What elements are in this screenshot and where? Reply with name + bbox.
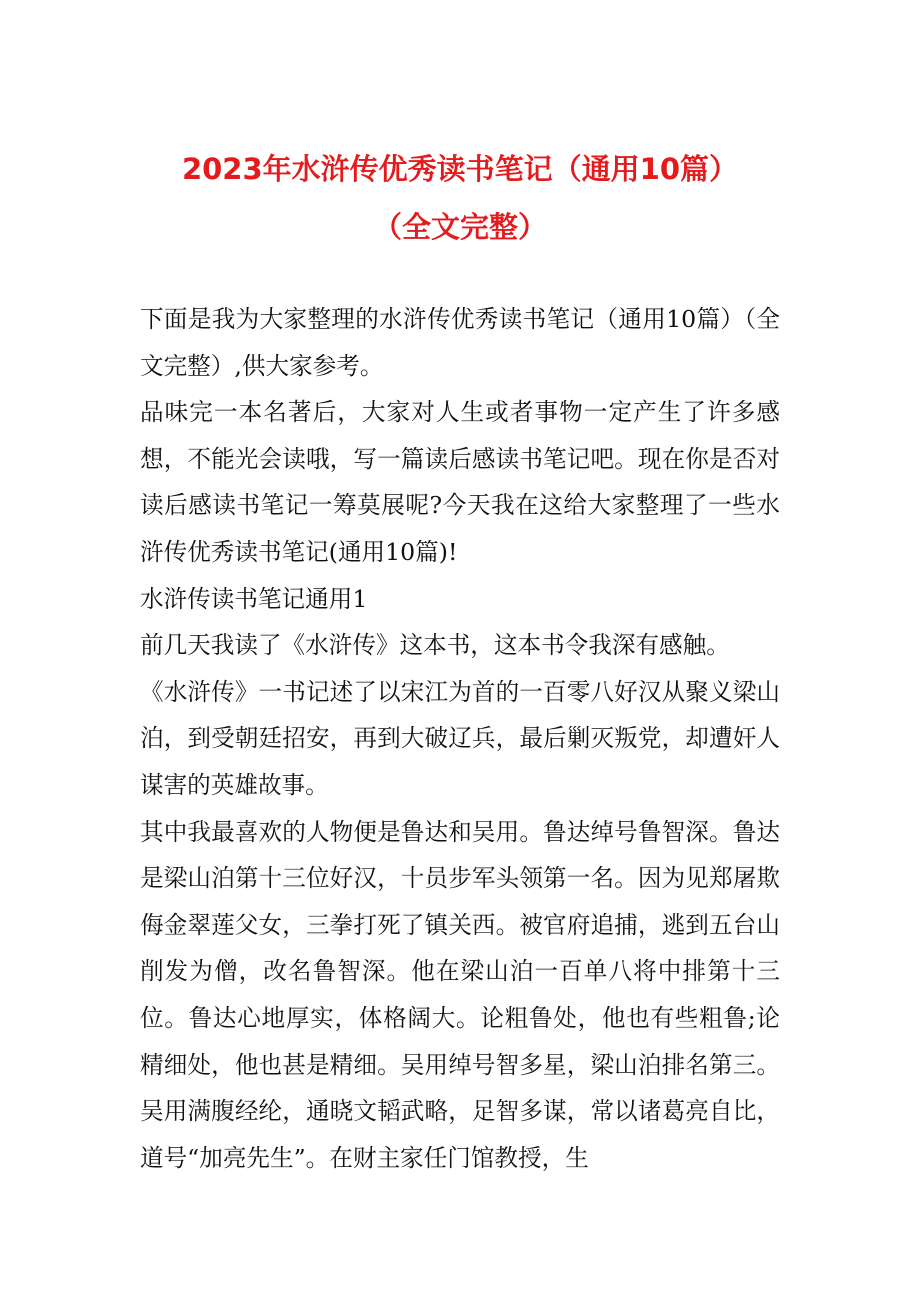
title-line-1: 2023年水浒传优秀读书笔记（通用10篇） (181, 152, 739, 186)
title-line-2: （全文完整） (372, 210, 547, 244)
document-body (140, 296, 780, 1181)
intro-paragraph: 下面是我为大家整理的水浒传优秀读书笔记（通用10篇）（全文完整）,供大家参考。 (140, 305, 780, 380)
body-paragraph: 《水浒传》一书记述了以宋江为首的一百零八好汉从聚义梁山泊，到受朝廷招安，再到大破辽兵，最后剿灭叛党，却遭奸人谋害的英雄故事。 (140, 677, 780, 799)
body-paragraph: 其中我最喜欢的人物便是鲁达和吴用。鲁达绰号鲁智深。鲁达是梁山泊第十三位好汉，十员步军头领第一名。因为见郑屠欺侮金翠莲父女，三拳打死了镇关西。被官府追捕，逃到五台山削发为僧，改名鲁智深。他在梁山泊一百单八将中排第十三位。鲁达心地厚实，体格阔大。论粗鲁处，他也有些粗鲁;论精细处，他也甚是精细。吴用绰号智多星，梁山泊排名第三。吴用满腹经纶，通晓文韬武略，足智多谋，常以诸葛亮自比，道号“加亮先生”。在财主家任门馆教授，生 (140, 817, 780, 1172)
section-heading: 水浒传读书笔记通用1 (140, 584, 368, 613)
preface-paragraph: 品味完一本名著后，大家对人生或者事物一定产生了许多感想，不能光会读哦，写一篇读后感读书笔记吧。现在你是否对读后感读书笔记一筹莫展呢?今天我在这给大家整理了一些水浒传优秀读书笔记(通用10篇)! (140, 398, 780, 566)
document-title (140, 140, 780, 256)
body-paragraph: 前几天我读了《水浒传》这本书，这本书令我深有感触。 (140, 631, 730, 660)
